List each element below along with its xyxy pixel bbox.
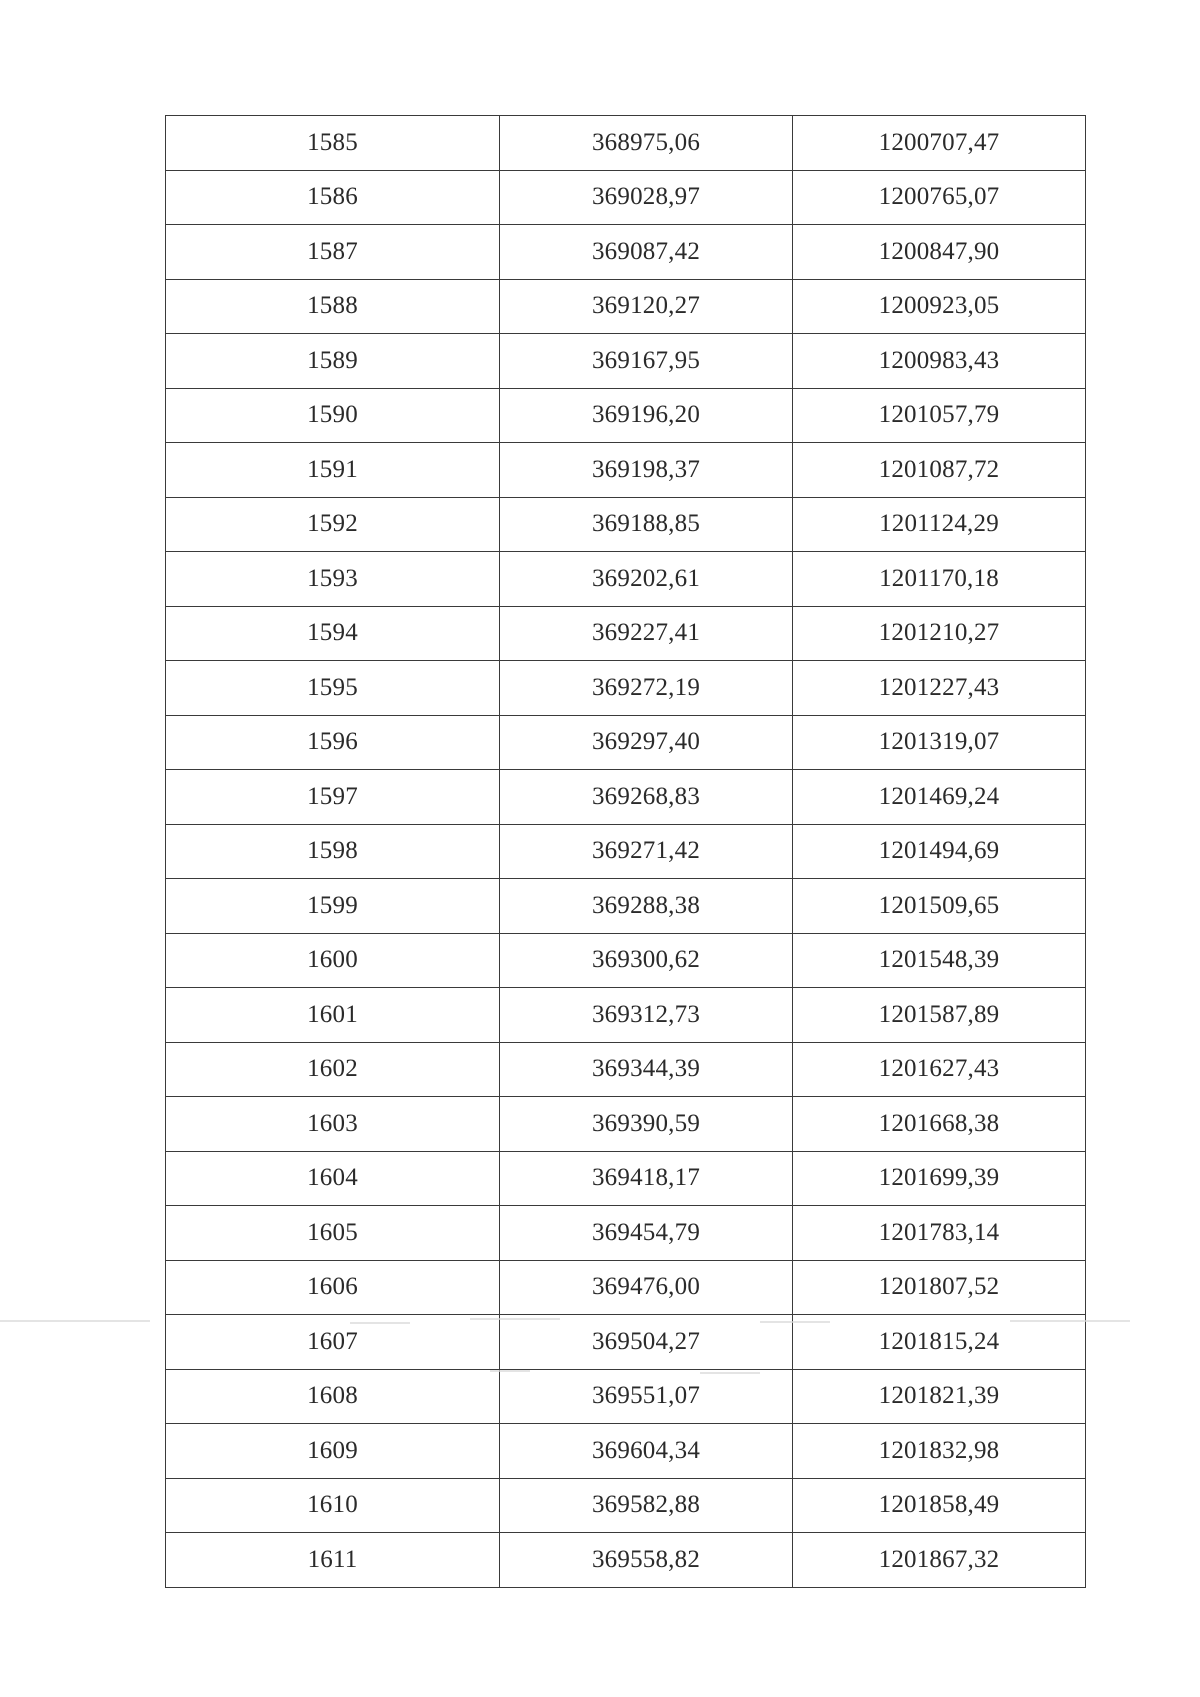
point-number-cell: 1592 [166, 497, 500, 552]
y-coordinate-cell: 1200707,47 [793, 116, 1086, 171]
table-row [166, 170, 1086, 225]
point-number-cell: 1598 [166, 824, 500, 879]
y-coordinate-cell: 1201867,32 [793, 1533, 1086, 1588]
table-row [166, 879, 1086, 934]
y-coordinate-cell: 1201124,29 [793, 497, 1086, 552]
x-coordinate-cell: 369120,27 [500, 279, 793, 334]
y-coordinate-cell: 1201832,98 [793, 1424, 1086, 1479]
y-coordinate-cell: 1201548,39 [793, 933, 1086, 988]
table-row [166, 279, 1086, 334]
point-number-cell: 1593 [166, 552, 500, 607]
y-coordinate-cell: 1201627,43 [793, 1042, 1086, 1097]
y-coordinate-cell: 1200983,43 [793, 334, 1086, 389]
x-coordinate-cell: 369344,39 [500, 1042, 793, 1097]
y-coordinate-cell: 1201469,24 [793, 770, 1086, 825]
y-coordinate-cell: 1201509,65 [793, 879, 1086, 934]
table-row [166, 552, 1086, 607]
x-coordinate-cell: 369198,37 [500, 443, 793, 498]
point-number-cell: 1611 [166, 1533, 500, 1588]
point-number-cell: 1601 [166, 988, 500, 1043]
x-coordinate-cell: 369167,95 [500, 334, 793, 389]
point-number-cell: 1610 [166, 1478, 500, 1533]
table-row [166, 1478, 1086, 1533]
x-coordinate-cell: 369297,40 [500, 715, 793, 770]
point-number-cell: 1590 [166, 388, 500, 443]
x-coordinate-cell: 369312,73 [500, 988, 793, 1043]
y-coordinate-cell: 1201587,89 [793, 988, 1086, 1043]
point-number-cell: 1607 [166, 1315, 500, 1370]
y-coordinate-cell: 1200923,05 [793, 279, 1086, 334]
table-row [166, 1097, 1086, 1152]
y-coordinate-cell: 1200765,07 [793, 170, 1086, 225]
x-coordinate-cell: 369268,83 [500, 770, 793, 825]
y-coordinate-cell: 1201783,14 [793, 1206, 1086, 1261]
x-coordinate-cell: 369196,20 [500, 388, 793, 443]
table-row [166, 1533, 1086, 1588]
point-number-cell: 1605 [166, 1206, 500, 1261]
y-coordinate-cell: 1201807,52 [793, 1260, 1086, 1315]
point-number-cell: 1606 [166, 1260, 500, 1315]
point-number-cell: 1609 [166, 1424, 500, 1479]
y-coordinate-cell: 1201821,39 [793, 1369, 1086, 1424]
x-coordinate-cell: 369476,00 [500, 1260, 793, 1315]
y-coordinate-cell: 1201815,24 [793, 1315, 1086, 1370]
x-coordinate-cell: 369418,17 [500, 1151, 793, 1206]
table-row [166, 1424, 1086, 1479]
x-coordinate-cell: 369454,79 [500, 1206, 793, 1261]
table-row [166, 388, 1086, 443]
point-number-cell: 1591 [166, 443, 500, 498]
point-number-cell: 1603 [166, 1097, 500, 1152]
point-number-cell: 1586 [166, 170, 500, 225]
point-number-cell: 1589 [166, 334, 500, 389]
y-coordinate-cell: 1201210,27 [793, 606, 1086, 661]
point-number-cell: 1585 [166, 116, 500, 171]
coordinates-table-body [166, 116, 1086, 1588]
y-coordinate-cell: 1201227,43 [793, 661, 1086, 716]
y-coordinate-cell: 1201494,69 [793, 824, 1086, 879]
x-coordinate-cell: 368975,06 [500, 116, 793, 171]
x-coordinate-cell: 369551,07 [500, 1369, 793, 1424]
x-coordinate-cell: 369558,82 [500, 1533, 793, 1588]
x-coordinate-cell: 369272,19 [500, 661, 793, 716]
x-coordinate-cell: 369188,85 [500, 497, 793, 552]
x-coordinate-cell: 369504,27 [500, 1315, 793, 1370]
point-number-cell: 1599 [166, 879, 500, 934]
x-coordinate-cell: 369087,42 [500, 225, 793, 280]
point-number-cell: 1594 [166, 606, 500, 661]
table-row [166, 988, 1086, 1043]
table-row [166, 334, 1086, 389]
table-row [166, 1315, 1086, 1370]
table-row [166, 824, 1086, 879]
x-coordinate-cell: 369227,41 [500, 606, 793, 661]
y-coordinate-cell: 1201858,49 [793, 1478, 1086, 1533]
table-row [166, 1206, 1086, 1261]
table-row [166, 661, 1086, 716]
point-number-cell: 1602 [166, 1042, 500, 1097]
table-row [166, 770, 1086, 825]
point-number-cell: 1597 [166, 770, 500, 825]
x-coordinate-cell: 369271,42 [500, 824, 793, 879]
table-row [166, 1151, 1086, 1206]
point-number-cell: 1588 [166, 279, 500, 334]
x-coordinate-cell: 369028,97 [500, 170, 793, 225]
y-coordinate-cell: 1200847,90 [793, 225, 1086, 280]
y-coordinate-cell: 1201699,39 [793, 1151, 1086, 1206]
y-coordinate-cell: 1201170,18 [793, 552, 1086, 607]
table-row [166, 606, 1086, 661]
table-row [166, 1260, 1086, 1315]
table-row [166, 225, 1086, 280]
point-number-cell: 1604 [166, 1151, 500, 1206]
x-coordinate-cell: 369390,59 [500, 1097, 793, 1152]
x-coordinate-cell: 369300,62 [500, 933, 793, 988]
coordinates-table [165, 115, 1086, 1588]
point-number-cell: 1596 [166, 715, 500, 770]
x-coordinate-cell: 369202,61 [500, 552, 793, 607]
table-row [166, 715, 1086, 770]
point-number-cell: 1600 [166, 933, 500, 988]
y-coordinate-cell: 1201319,07 [793, 715, 1086, 770]
x-coordinate-cell: 369288,38 [500, 879, 793, 934]
point-number-cell: 1587 [166, 225, 500, 280]
point-number-cell: 1608 [166, 1369, 500, 1424]
table-row [166, 933, 1086, 988]
table-row [166, 1042, 1086, 1097]
x-coordinate-cell: 369604,34 [500, 1424, 793, 1479]
point-number-cell: 1595 [166, 661, 500, 716]
x-coordinate-cell: 369582,88 [500, 1478, 793, 1533]
table-row [166, 1369, 1086, 1424]
y-coordinate-cell: 1201057,79 [793, 388, 1086, 443]
table-row [166, 497, 1086, 552]
table-row [166, 116, 1086, 171]
table-row [166, 443, 1086, 498]
y-coordinate-cell: 1201668,38 [793, 1097, 1086, 1152]
y-coordinate-cell: 1201087,72 [793, 443, 1086, 498]
